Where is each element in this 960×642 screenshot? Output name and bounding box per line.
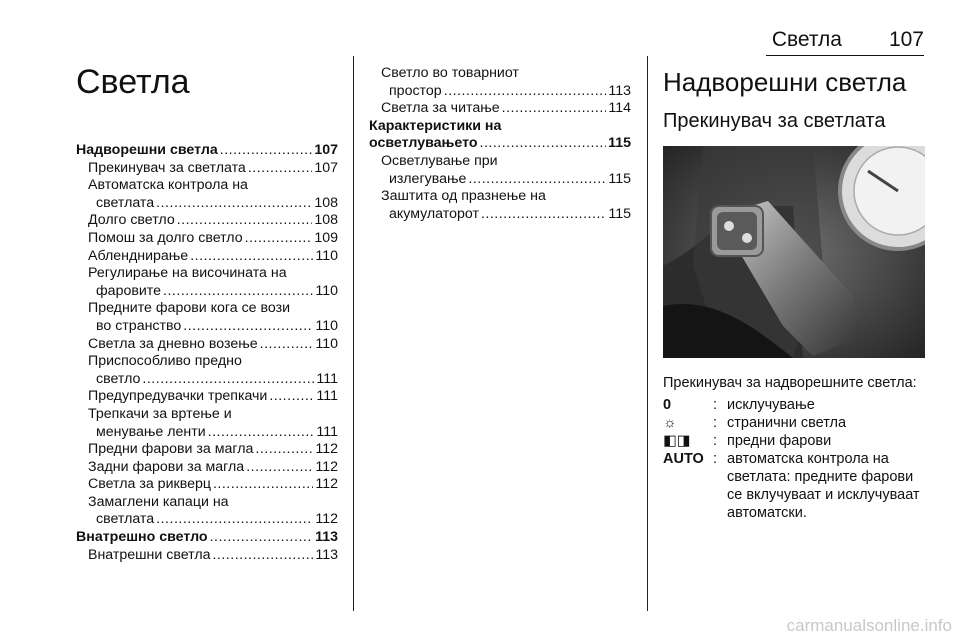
toc-page-number: 110 <box>315 317 338 334</box>
toc-entry-title: простор <box>389 82 442 99</box>
toc-page-number: 112 <box>315 511 338 528</box>
toc-entry-line: Светло во товарниот <box>381 65 519 81</box>
figure-caption: Прекинувач за надворешните светла: <box>663 375 917 391</box>
toc-entry-title: Предни фарови за магла <box>88 441 254 458</box>
toc-entry-title: Внатрешни светла <box>88 546 211 563</box>
toc-leader-dots <box>246 459 313 477</box>
light-switch-illustration <box>663 146 925 358</box>
legend-colon: : <box>713 397 718 413</box>
toc-leader-dots <box>142 371 314 389</box>
toc-entry-title: светлата <box>96 511 155 528</box>
toc-leader-dots <box>481 206 606 224</box>
toc-page-number: 115 <box>608 135 631 152</box>
toc-page-number: 111 <box>316 423 338 440</box>
toc-section-entry <box>76 142 338 160</box>
legend-row <box>663 450 925 522</box>
header-title: Светла <box>771 28 842 51</box>
toc-entry-line: Регулирање на височината на <box>88 265 287 282</box>
switch-symbol-icon: ◧◨ <box>663 433 691 449</box>
switch-symbol-icon: ☼ <box>663 415 677 431</box>
toc-entry <box>369 100 631 118</box>
toc-entry <box>76 476 338 494</box>
toc-entry-line: Приспособливо предно <box>88 353 242 370</box>
toc-leader-dots <box>212 547 313 565</box>
section-title: Надворешни светла <box>663 67 907 97</box>
toc-leader-dots <box>163 283 313 301</box>
legend-row <box>663 432 925 450</box>
toc-leader-dots <box>177 212 313 230</box>
toc-leader-dots <box>183 318 313 336</box>
toc-entry <box>76 388 338 406</box>
toc-entry-line: Трепкачи за вртење и <box>88 405 232 422</box>
toc-entry-title: осветлувањето <box>369 135 478 152</box>
toc-page-number: 115 <box>608 170 631 187</box>
switch-symbol-icon: AUTO <box>663 451 704 467</box>
chapter-title: Светла <box>76 63 190 101</box>
toc-entry <box>76 441 338 459</box>
toc-entry-title: Внатрешно светло <box>76 529 208 546</box>
toc-entry <box>369 153 631 188</box>
toc-entry-title: акумулаторот <box>389 205 479 222</box>
toc-list <box>76 142 338 564</box>
toc-entry-line: Предните фарови кога се вози <box>88 300 291 317</box>
watermark: carmanualsonline.info <box>786 616 952 635</box>
toc-page-number: 107 <box>314 159 338 176</box>
toc-leader-dots <box>480 135 607 153</box>
toc-entry-title: Светла за дневно возење <box>88 335 258 352</box>
toc-section-entry <box>76 529 338 547</box>
toc-page-number: 110 <box>315 282 338 299</box>
toc-page-number: 112 <box>315 441 338 458</box>
legend-colon: : <box>713 415 718 431</box>
toc-entry-title: Светла за рикверц <box>88 476 211 493</box>
toc-entry <box>76 300 338 335</box>
toc-entry-title: Предупредувачки трепкачи <box>88 388 268 405</box>
header-rule <box>766 55 924 56</box>
column-divider-2 <box>647 56 648 611</box>
toc-column-1 <box>76 60 338 564</box>
legend-text: исклучување <box>727 397 815 413</box>
toc-section-entry <box>369 118 631 153</box>
toc-entry-line: Замаглени капаци на <box>88 493 229 510</box>
toc-page-number: 114 <box>608 100 631 117</box>
legend-row <box>663 414 925 432</box>
toc-leader-dots <box>255 441 313 459</box>
toc-entry <box>76 547 338 565</box>
toc-entry-title: Абленднирање <box>88 247 189 264</box>
toc-entry-title: светло <box>96 370 141 387</box>
toc-entry-line: Карактеристики на <box>369 117 502 134</box>
toc-page-number: 113 <box>315 546 338 563</box>
toc-list-continued <box>369 65 631 223</box>
toc-leader-dots <box>220 142 313 160</box>
toc-leader-dots <box>190 248 313 266</box>
subsection-title: Прекинувач за светлата <box>663 110 886 132</box>
legend-colon: : <box>713 433 718 449</box>
legend-colon: : <box>713 451 718 467</box>
toc-entry <box>76 248 338 266</box>
column-divider-1 <box>353 56 354 611</box>
toc-entry-title: фаровите <box>96 282 162 299</box>
toc-entry-line: Осветлување при <box>381 152 498 169</box>
legend-text: автоматска контрола на светлата: предните фарови се вклучуваат и исклучуваат автоматски. <box>727 451 920 521</box>
toc-leader-dots <box>156 195 312 213</box>
toc-entry <box>76 265 338 300</box>
toc-page-number: 110 <box>315 247 338 264</box>
legend-row <box>663 396 925 414</box>
toc-page-number: 110 <box>315 335 338 352</box>
toc-page-number: 108 <box>314 212 338 229</box>
content-column <box>663 60 925 522</box>
toc-page-number: 111 <box>316 388 338 405</box>
toc-entry-title: Помош за долго светло <box>88 229 243 246</box>
toc-leader-dots <box>210 529 314 547</box>
toc-page-number: 111 <box>316 370 338 387</box>
toc-entry-line: Заштита од празнење на <box>381 188 546 205</box>
switch-symbol-icon: 0 <box>663 397 672 413</box>
toc-page-number: 108 <box>314 194 338 211</box>
toc-page-number: 115 <box>608 205 631 222</box>
toc-page-number: 113 <box>608 82 631 99</box>
toc-entry-title: Прекинувач за светлата <box>88 159 246 176</box>
toc-entry <box>76 494 338 529</box>
toc-page-number: 112 <box>315 476 338 493</box>
toc-entry-title: светлата <box>96 194 155 211</box>
toc-leader-dots <box>213 476 313 494</box>
switch-position-legend <box>663 396 925 522</box>
toc-entry-title: Долго светло <box>88 212 175 229</box>
legend-text: предни фарови <box>727 433 832 449</box>
toc-entry-title: Светла за читање <box>381 100 500 117</box>
toc-entry <box>369 65 631 100</box>
toc-page-number: 112 <box>315 458 338 475</box>
toc-entry <box>76 160 338 178</box>
toc-page-number: 109 <box>314 229 338 246</box>
toc-page-number: 107 <box>314 142 338 158</box>
toc-entry <box>76 177 338 212</box>
toc-entry <box>76 212 338 230</box>
toc-entry-title: излегување <box>389 170 467 187</box>
header-page-number: 107 <box>888 28 924 51</box>
toc-entry <box>76 230 338 248</box>
toc-entry-title: во странство <box>96 317 182 334</box>
toc-entry-line: Автоматска контрола на <box>88 177 248 194</box>
light-switch-photo <box>663 146 925 358</box>
toc-entry <box>369 188 631 223</box>
toc-entry-title: Задни фарови за магла <box>88 458 245 475</box>
toc-entry <box>76 353 338 388</box>
toc-leader-dots <box>156 511 313 529</box>
toc-leader-dots <box>208 424 315 442</box>
toc-leader-dots <box>468 171 606 189</box>
toc-column-2 <box>369 60 631 223</box>
toc-entry-title: Надворешни светла <box>76 142 218 158</box>
legend-text: странични светла <box>727 415 847 431</box>
toc-leader-dots <box>269 388 314 406</box>
toc-leader-dots <box>248 160 313 178</box>
toc-leader-dots <box>260 336 314 354</box>
page-header <box>0 26 960 56</box>
toc-page-number: 113 <box>315 529 338 546</box>
toc-leader-dots <box>245 230 313 248</box>
toc-leader-dots <box>502 100 607 118</box>
toc-entry-title: менување ленти <box>96 423 206 440</box>
toc-entry <box>76 336 338 354</box>
toc-leader-dots <box>444 83 607 101</box>
toc-entry <box>76 406 338 441</box>
toc-entry <box>76 459 338 477</box>
